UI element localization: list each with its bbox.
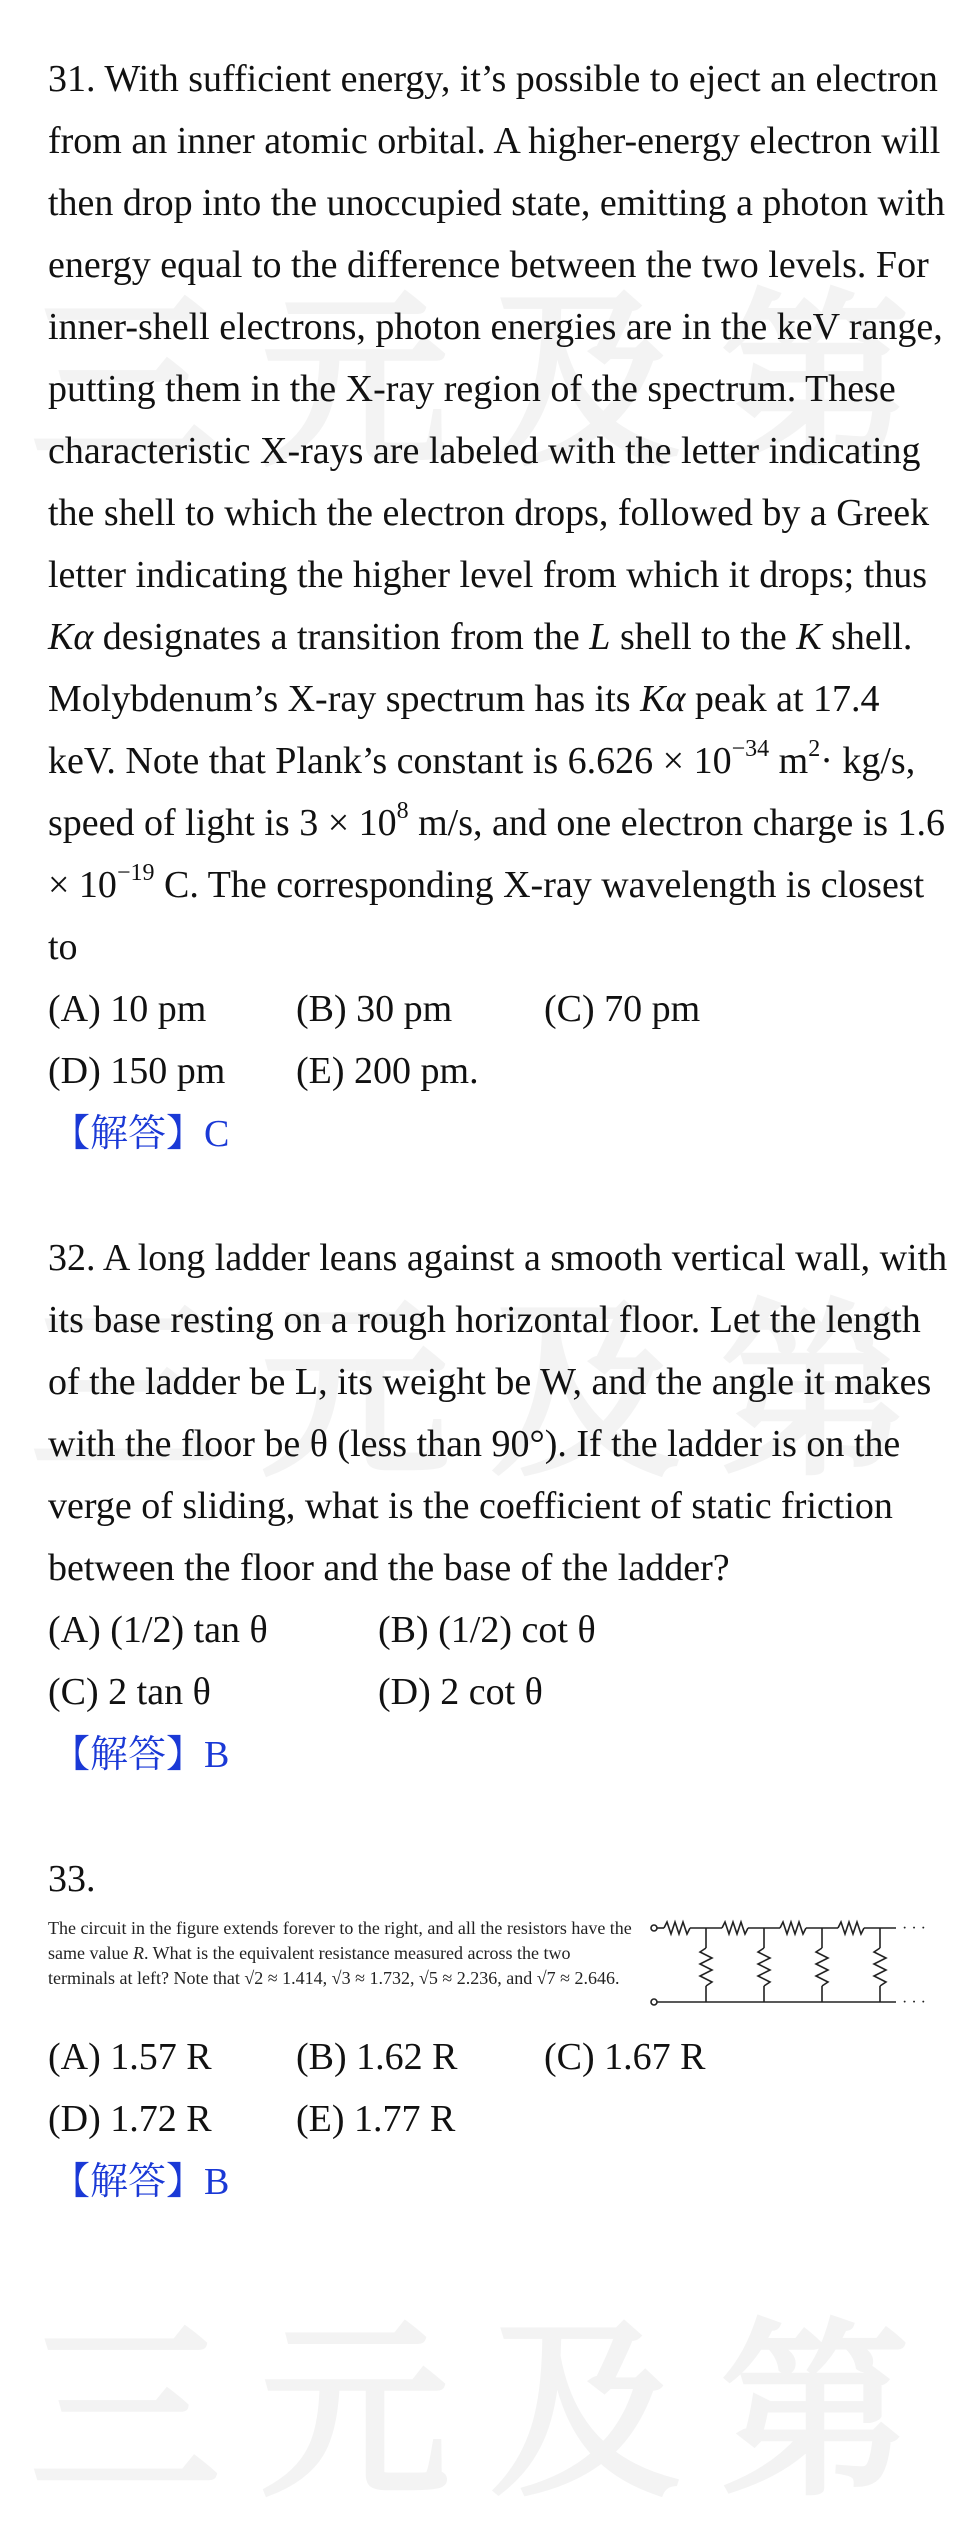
- option-a: (A) 1.57 R: [48, 2036, 212, 2078]
- answer-31: 【解答】C: [52, 1111, 230, 1155]
- option-d: (D) 1.72 R: [48, 2098, 212, 2140]
- document-body: [48, 48, 948, 2213]
- question-31: [48, 48, 948, 1165]
- option-b: (B) (1/2) cot θ: [378, 1609, 596, 1651]
- series-resistor-4: [838, 1922, 864, 1934]
- option-e: (E) 1.77 R: [296, 2098, 456, 2140]
- option-c: (C) 1.67 R: [544, 2036, 706, 2078]
- question-33-options: [48, 2026, 948, 2150]
- terminal-bottom: [651, 1999, 657, 2005]
- shunt-resistor-3: [816, 1948, 828, 1986]
- terminal-top: [651, 1925, 657, 1931]
- shunt-resistor-4: [874, 1948, 886, 1986]
- series-resistor-2: [722, 1922, 748, 1934]
- option-e: (E) 200 pm.: [296, 1050, 479, 1092]
- question-33: [48, 1848, 948, 2213]
- question-31-options: [48, 978, 948, 1102]
- option-a: (A) 10 pm: [48, 988, 207, 1030]
- answer-32: 【解答】B: [52, 1732, 230, 1776]
- ellipsis-bottom: · · ·: [902, 1994, 926, 2011]
- shunt-resistor-2: [758, 1948, 770, 1986]
- option-d: (D) 150 pm: [48, 1050, 226, 1092]
- option-b: (B) 1.62 R: [296, 2036, 458, 2078]
- question-32-options: [48, 1599, 948, 1723]
- question-31-text: 31. With sufficient energy, it’s possible to eject an electron from an inner atomic orbital. A higher-energy electron will then drop into the unoccupied state, emitting a photon with energy equal to the difference between the two levels. For inner-shell electrons, photon energies are in the keV range, putting them in the X-ray region of the spectrum. These characteristic X-rays are labeled with the letter indicating the shell to which the electron drops, followed by a Greek letter indicating the higher level from which it drops; thus Kα designates a transition from the L shell to the K shell. Molybdenum’s X-ray spectrum has its Kα peak at 17.4 keV. Note that Plank’s constant is $6.626 \times 10^{-34}$ $m^2\cdot kg/s$, speed of light is $3 \times 10^8$ m/s, and one electron charge is $1.6 \times 10^{-19}$ C. The corresponding X-ray wavelength is closest to: [48, 58, 946, 968]
- option-c: (C) 70 pm: [544, 988, 701, 1030]
- watermark: [0, 2260, 980, 2533]
- question-32: [48, 1227, 948, 1786]
- question-33-text: The circuit in the figure extends forever to the right, and all the resistors have the same value R. What is the equivalent resistance measured across the two terminals at left? Note that √2 ≈ 1.414, √3 ≈ 1.732, √5 ≈ 2.236, and √7 ≈ 2.646.: [48, 1918, 632, 1988]
- series-resistor-3: [780, 1922, 806, 1934]
- option-d: (D) 2 cot θ: [378, 1671, 543, 1713]
- infinite-resistor-ladder-diagram: [650, 1916, 948, 2016]
- answer-33: 【解答】B: [52, 2159, 230, 2203]
- question-33-figure-row: [48, 1916, 948, 2016]
- option-a: (A) (1/2) tan θ: [48, 1609, 268, 1651]
- option-b: (B) 30 pm: [296, 988, 453, 1030]
- option-c: (C) 2 tan θ: [48, 1671, 211, 1713]
- shunt-resistor-1: [700, 1948, 712, 1986]
- question-32-text: 32. A long ladder leans against a smooth vertical wall, with its base resting on a rough horizontal floor. Let the length of the ladder be L, its weight be W, and the angle it makes with the floor be θ (less than 90°). If the ladder is on the verge of sliding, what is the coefficient of static friction between the floor and the base of the ladder?: [48, 1237, 948, 1589]
- question-33-number: 33.: [48, 1858, 96, 1900]
- ellipsis-top: · · ·: [902, 1920, 926, 1937]
- series-resistor-1: [664, 1922, 690, 1934]
